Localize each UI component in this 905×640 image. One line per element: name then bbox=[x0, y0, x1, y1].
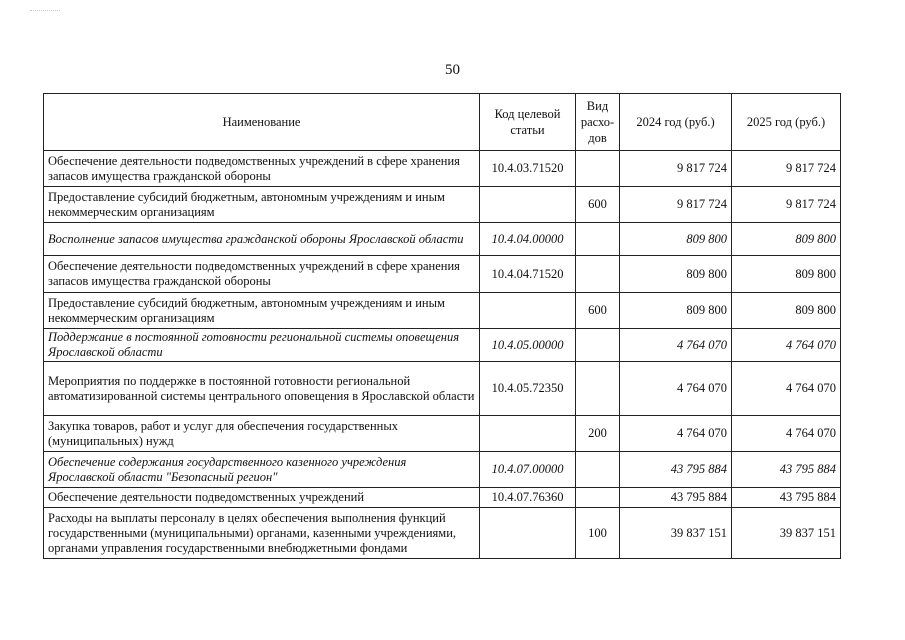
table-header-row bbox=[44, 94, 841, 151]
row-name-cell: Мероприятия по поддержке в постоянной готовности региональной автоматизированной системы центрального оповещения в Ярославской области bbox=[44, 362, 480, 416]
row-code-cell: 10.4.05.72350 bbox=[480, 362, 576, 416]
page-number: 50 bbox=[445, 62, 460, 78]
table-row bbox=[44, 416, 841, 452]
row-type-cell: 600 bbox=[576, 187, 620, 223]
row-name-cell: Восполнение запасов имущества гражданской обороны Ярославской области bbox=[44, 223, 480, 256]
row-code-cell: 10.4.03.71520 bbox=[480, 151, 576, 187]
header-code: Код целевой статьи bbox=[480, 94, 576, 151]
row-2024-cell: 39 837 151 bbox=[620, 508, 732, 559]
row-name-cell: Предоставление субсидий бюджетным, автономным учреждениям и иным некоммерческим организациям bbox=[44, 187, 480, 223]
row-2024-cell: 4 764 070 bbox=[620, 416, 732, 452]
table-row bbox=[44, 452, 841, 488]
row-2024-cell: 4 764 070 bbox=[620, 362, 732, 416]
header-year-2024: 2024 год (руб.) bbox=[620, 94, 732, 151]
row-type-cell bbox=[576, 452, 620, 488]
row-2025-cell: 43 795 884 bbox=[732, 452, 841, 488]
row-type-cell bbox=[576, 362, 620, 416]
row-type-cell: 100 bbox=[576, 508, 620, 559]
row-2024-cell: 809 800 bbox=[620, 293, 732, 329]
row-name-cell: Обеспечение деятельности подведомственных учреждений в сфере хранения запасов имущества гражданской обороны bbox=[44, 151, 480, 187]
row-2025-cell: 43 795 884 bbox=[732, 488, 841, 508]
row-code-cell: 10.4.04.00000 bbox=[480, 223, 576, 256]
row-2024-cell: 43 795 884 bbox=[620, 452, 732, 488]
row-2024-cell: 809 800 bbox=[620, 256, 732, 293]
row-2025-cell: 809 800 bbox=[732, 223, 841, 256]
table-row bbox=[44, 293, 841, 329]
table-row bbox=[44, 488, 841, 508]
table-row bbox=[44, 362, 841, 416]
row-2024-cell: 9 817 724 bbox=[620, 151, 732, 187]
row-name-cell: Закупка товаров, работ и услуг для обеспечения государственных (муниципальных) нужд bbox=[44, 416, 480, 452]
row-type-cell bbox=[576, 488, 620, 508]
row-name-cell: Расходы на выплаты персоналу в целях обеспечения выполнения функций государственными (муниципальными) органами, казенными учреждениями, органами управления государственными внебюджетными фондами bbox=[44, 508, 480, 559]
row-name-cell: Поддержание в постоянной готовности региональной системы оповещения Ярославской области bbox=[44, 329, 480, 362]
row-code-cell: 10.4.05.00000 bbox=[480, 329, 576, 362]
row-2025-cell: 809 800 bbox=[732, 293, 841, 329]
row-code-cell bbox=[480, 416, 576, 452]
row-code-cell bbox=[480, 187, 576, 223]
row-type-cell bbox=[576, 151, 620, 187]
row-type-cell bbox=[576, 256, 620, 293]
row-code-cell: 10.4.07.00000 bbox=[480, 452, 576, 488]
row-2024-cell: 4 764 070 bbox=[620, 329, 732, 362]
row-2025-cell: 4 764 070 bbox=[732, 362, 841, 416]
row-name-cell: Предоставление субсидий бюджетным, автономным учреждениям и иным некоммерческим организациям bbox=[44, 293, 480, 329]
header-type: Вид расхо-дов bbox=[576, 94, 620, 151]
row-type-cell: 200 bbox=[576, 416, 620, 452]
table-row bbox=[44, 187, 841, 223]
scan-artifact bbox=[30, 10, 60, 15]
row-2025-cell: 4 764 070 bbox=[732, 329, 841, 362]
row-type-cell: 600 bbox=[576, 293, 620, 329]
budget-table bbox=[43, 93, 841, 559]
row-2025-cell: 809 800 bbox=[732, 256, 841, 293]
header-year-2025: 2025 год (руб.) bbox=[732, 94, 841, 151]
row-2024-cell: 809 800 bbox=[620, 223, 732, 256]
table-row bbox=[44, 329, 841, 362]
row-code-cell: 10.4.07.76360 bbox=[480, 488, 576, 508]
row-name-cell: Обеспечение деятельности подведомственных учреждений bbox=[44, 488, 480, 508]
table-row bbox=[44, 151, 841, 187]
row-code-cell bbox=[480, 508, 576, 559]
row-2025-cell: 9 817 724 bbox=[732, 187, 841, 223]
header-name: Наименование bbox=[44, 94, 480, 151]
row-code-cell bbox=[480, 293, 576, 329]
row-type-cell bbox=[576, 329, 620, 362]
row-name-cell: Обеспечение деятельности подведомственных учреждений в сфере хранения запасов имущества гражданской обороны bbox=[44, 256, 480, 293]
row-2025-cell: 9 817 724 bbox=[732, 151, 841, 187]
table-row bbox=[44, 508, 841, 559]
row-2024-cell: 43 795 884 bbox=[620, 488, 732, 508]
row-type-cell bbox=[576, 223, 620, 256]
row-2025-cell: 4 764 070 bbox=[732, 416, 841, 452]
row-2024-cell: 9 817 724 bbox=[620, 187, 732, 223]
row-name-cell: Обеспечение содержания государственного казенного учреждения Ярославской области "Безопасный регион" bbox=[44, 452, 480, 488]
table-row bbox=[44, 256, 841, 293]
table-row bbox=[44, 223, 841, 256]
row-2025-cell: 39 837 151 bbox=[732, 508, 841, 559]
row-code-cell: 10.4.04.71520 bbox=[480, 256, 576, 293]
